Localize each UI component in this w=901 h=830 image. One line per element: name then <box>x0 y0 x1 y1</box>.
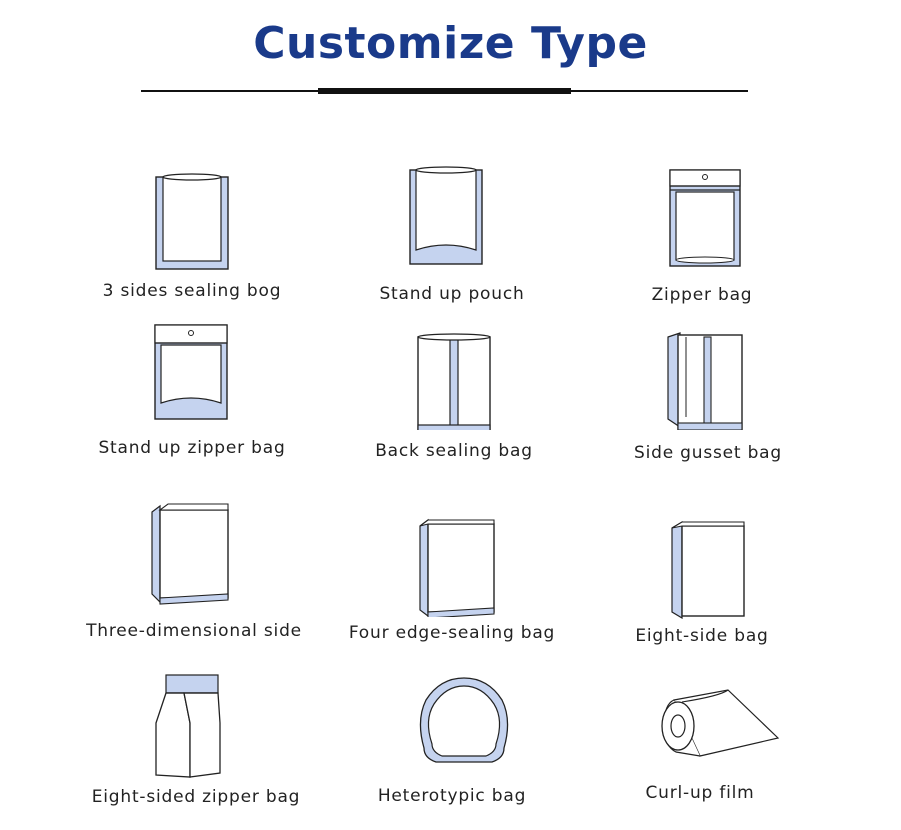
bag-type-card <box>562 160 842 310</box>
bag-type-label: Four edge-sealing bag <box>348 623 556 643</box>
zipper-bag-icon <box>562 160 842 275</box>
stand-up-zipper-bag-icon <box>52 315 332 430</box>
eight-side-bag-icon <box>562 494 842 619</box>
bag-type-card <box>560 680 840 830</box>
back-sealing-bag-icon <box>314 315 594 430</box>
bag-type-card <box>314 315 594 465</box>
bag-type-label: Heterotypic bag <box>377 786 527 806</box>
bag-type-card <box>54 490 334 640</box>
bag-type-card <box>312 670 592 820</box>
bag-type-card <box>52 160 332 310</box>
bag-type-label: Zipper bag <box>651 285 753 305</box>
bag-type-label: Stand up zipper bag <box>98 438 286 458</box>
bag-type-label: Eight-side bag <box>635 626 769 646</box>
heterotypic-bag-icon <box>312 670 592 780</box>
bag-type-card <box>562 494 842 644</box>
curl-up-film-icon <box>560 680 840 780</box>
side-gusset-bag-icon <box>568 315 848 430</box>
bag-type-label: Eight-sided zipper bag <box>91 787 301 807</box>
bag-type-label: Three-dimensional side <box>86 621 302 641</box>
bag-type-card <box>312 492 592 642</box>
page-title: Customize Type <box>253 18 648 69</box>
three-side-seal-bag-icon <box>52 160 332 275</box>
bag-type-card <box>568 315 848 465</box>
bag-type-card <box>52 315 332 465</box>
four-edge-sealing-bag-icon <box>312 492 592 617</box>
bag-type-card <box>56 663 336 813</box>
three-dimensional-bag-icon <box>54 490 334 610</box>
stand-up-pouch-icon <box>312 160 592 275</box>
bag-type-label: Back sealing bag <box>375 441 533 461</box>
eight-sided-zipper-bag-icon <box>56 663 336 783</box>
bag-type-label: Side gusset bag <box>634 443 782 463</box>
bag-type-label: Stand up pouch <box>379 284 525 304</box>
bag-type-label: 3 sides sealing bog <box>102 281 282 301</box>
title-divider-accent <box>318 88 571 94</box>
bag-type-label: Curl-up film <box>645 783 755 803</box>
bag-type-card <box>312 160 592 310</box>
